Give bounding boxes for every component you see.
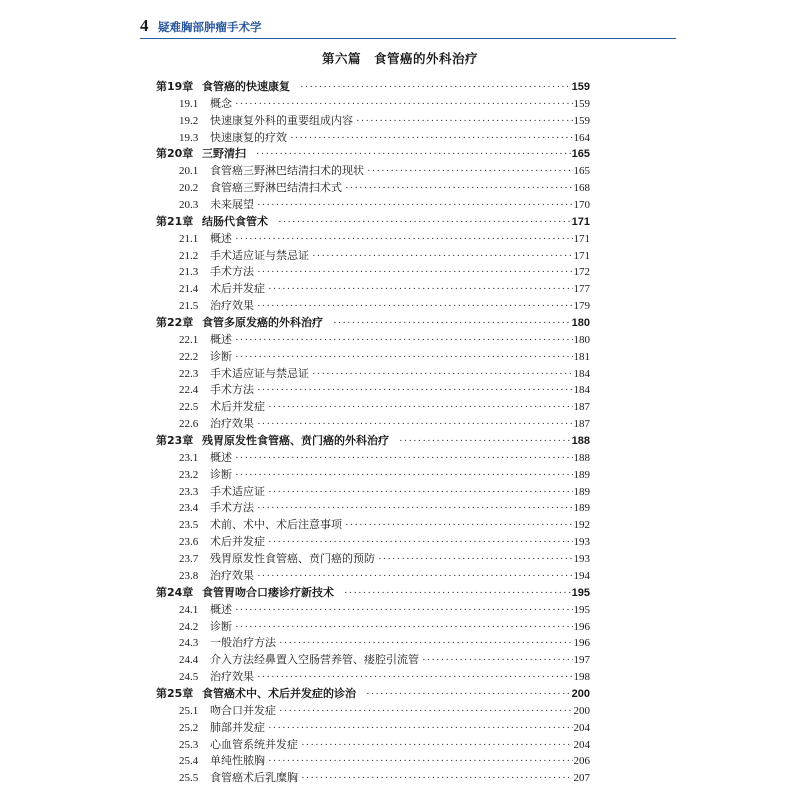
toc-entry-title: 手术方法 — [210, 501, 254, 515]
toc-entry-number: 第23章 — [156, 434, 194, 448]
toc-section-row — [156, 500, 590, 517]
toc-chapter-row — [156, 433, 590, 450]
toc-section-row — [156, 467, 590, 484]
toc-entry-title: 诊断 — [210, 619, 232, 633]
toc-entry-title: 结肠代食管术 — [202, 214, 268, 228]
dot-leader — [235, 450, 573, 467]
dot-leader — [356, 113, 573, 130]
dot-leader — [399, 433, 571, 450]
dot-leader — [257, 416, 573, 433]
toc-entry-title: 治疗效果 — [210, 417, 254, 431]
toc-entry-title: 手术方法 — [210, 265, 254, 279]
toc-section-row — [156, 652, 590, 669]
toc-section-row — [156, 197, 590, 214]
dot-leader — [301, 770, 573, 787]
toc-entry-page: 168 — [573, 182, 590, 195]
toc-entry-title: 手术适应证 — [210, 484, 265, 498]
toc-entry-page: 188 — [571, 435, 590, 448]
toc-entry-title: 心血管系统并发症 — [210, 737, 298, 751]
dot-leader — [268, 484, 573, 501]
dot-leader — [312, 366, 573, 383]
toc-section-row — [156, 96, 590, 113]
dot-leader — [257, 264, 573, 281]
dot-leader — [235, 231, 573, 248]
toc-entry-page: 193 — [573, 553, 590, 566]
toc-entry-page: 200 — [571, 687, 590, 700]
toc-entry-number: 24.3 — [179, 637, 199, 650]
toc-section-row — [156, 130, 590, 147]
dot-leader — [268, 720, 573, 737]
toc-section-row — [156, 163, 590, 180]
toc-entry-title: 残胃原发性食管癌、贲门癌的外科治疗 — [202, 434, 389, 448]
dot-leader — [257, 669, 573, 686]
dot-leader — [366, 686, 571, 703]
toc-entry-number: 19.2 — [179, 114, 199, 127]
dot-leader — [257, 568, 573, 585]
toc-entry-number: 第19章 — [156, 80, 194, 93]
toc-entry-title: 三野清扫 — [202, 147, 246, 161]
toc-entry-page: 164 — [573, 131, 590, 144]
toc-section-row — [156, 264, 590, 281]
toc-entry-page: 189 — [573, 468, 590, 481]
toc-entry-page: 194 — [573, 569, 590, 582]
toc-entry-number: 22.2 — [179, 350, 199, 363]
toc-entry-page: 206 — [573, 755, 590, 768]
toc-entry-title: 未来展望 — [210, 198, 254, 212]
toc-entry-number: 21.5 — [179, 300, 199, 313]
toc-entry-number: 21.4 — [179, 283, 199, 296]
dot-leader — [257, 382, 573, 399]
toc-entry-page: 198 — [573, 671, 590, 684]
toc-entry-number: 25.3 — [179, 738, 199, 751]
toc-entry-page: 159 — [571, 81, 590, 93]
toc-section-row — [156, 770, 590, 787]
dot-leader — [278, 214, 571, 231]
toc-entry-page: 207 — [573, 772, 590, 785]
toc-entry-page: 180 — [571, 317, 590, 330]
toc-entry-page: 171 — [573, 249, 590, 262]
toc-entry-title: 一般治疗方法 — [210, 636, 276, 650]
toc-entry-number: 24.1 — [179, 603, 199, 616]
toc-entry-page: 187 — [573, 401, 590, 414]
toc-section-row — [156, 416, 590, 433]
toc-entry-page: 189 — [573, 502, 590, 515]
toc-entry-number: 24.5 — [179, 671, 199, 684]
toc-entry-page: 184 — [573, 367, 590, 380]
toc-section-row — [156, 332, 590, 349]
toc-chapter-row — [156, 79, 590, 96]
dot-leader — [257, 298, 573, 315]
toc-entry-page: 170 — [573, 199, 590, 212]
toc-entry-page: 189 — [573, 485, 590, 498]
toc-section-row — [156, 399, 590, 416]
toc-entry-title: 术后并发症 — [210, 535, 265, 549]
toc-section-row — [156, 113, 590, 130]
toc-entry-number: 19.1 — [179, 97, 199, 110]
dot-leader — [268, 534, 573, 551]
toc-entry-title: 概述 — [210, 602, 232, 616]
toc-entry-number: 22.3 — [179, 367, 199, 380]
toc-entry-page: 192 — [573, 519, 590, 532]
toc-entry-title: 手术适应证与禁忌证 — [210, 248, 309, 262]
toc-entry-title: 食管癌术后乳糜胸 — [210, 771, 298, 785]
dot-leader — [235, 332, 573, 349]
toc-entry-title: 快速康复的疗效 — [210, 130, 287, 144]
part-title: 第六篇 食管癌的外科治疗 — [321, 51, 478, 66]
toc-section-row — [156, 720, 590, 737]
toc-entry-title: 食管多原发癌的外科治疗 — [202, 316, 323, 330]
toc-entry-title: 食管癌的快速康复 — [202, 80, 290, 93]
toc-entry-page: 196 — [573, 637, 590, 650]
dot-leader — [312, 248, 573, 265]
toc-entry-page: 159 — [573, 114, 590, 127]
toc-entry-page: 181 — [573, 350, 590, 363]
toc-section-row — [156, 619, 590, 636]
toc-entry-number: 25.2 — [179, 721, 199, 734]
toc-entry-number: 24.2 — [179, 620, 199, 633]
toc-entry-page: 188 — [573, 451, 590, 464]
toc-entry-page: 200 — [573, 704, 590, 717]
toc-entry-number: 第21章 — [156, 214, 194, 228]
dot-leader — [279, 703, 573, 720]
dot-leader — [235, 602, 573, 619]
toc-entry-number: 24.4 — [179, 654, 199, 667]
toc-entry-title: 残胃原发性食管癌、贲门癌的预防 — [210, 552, 375, 566]
toc-entry-page: 184 — [573, 384, 590, 397]
toc-entry-page: 177 — [573, 283, 590, 296]
toc-section-row — [156, 703, 590, 720]
dot-leader — [235, 619, 573, 636]
toc-entry-number: 22.6 — [179, 418, 199, 431]
toc-entry-number: 22.5 — [179, 401, 199, 414]
toc-section-row — [156, 366, 590, 383]
dot-leader — [301, 737, 573, 754]
toc-section-row — [156, 635, 590, 652]
toc-section-row — [156, 737, 590, 754]
toc-entry-number: 21.3 — [179, 266, 199, 279]
toc-entry-page: 204 — [573, 721, 590, 734]
toc-section-row — [156, 669, 590, 686]
toc-entry-number: 23.4 — [179, 502, 199, 515]
toc-entry-title: 概述 — [210, 332, 232, 346]
toc-section-row — [156, 450, 590, 467]
toc-entry-number: 第24章 — [156, 585, 194, 599]
toc-entry-page: 196 — [573, 620, 590, 633]
dot-leader — [235, 467, 573, 484]
toc-entry-page: 159 — [573, 97, 590, 110]
toc-entry-title: 食管癌三野淋巴结清扫术的现状 — [210, 164, 364, 178]
toc-entry-number: 20.2 — [179, 182, 199, 195]
toc-entry-title: 食管胃吻合口瘘诊疗新技术 — [202, 585, 334, 599]
toc-entry-page: 187 — [573, 418, 590, 431]
toc-section-row — [156, 248, 590, 265]
toc-chapter-row — [156, 585, 590, 602]
toc-section-row — [156, 281, 590, 298]
toc-chapter-row — [156, 686, 590, 703]
toc-entry-number: 25.5 — [179, 772, 199, 785]
toc-entry-number: 21.1 — [179, 232, 199, 245]
toc-entry-number: 23.1 — [179, 451, 199, 464]
toc-entry-number: 20.3 — [179, 199, 199, 212]
toc-section-row — [156, 298, 590, 315]
dot-leader — [422, 652, 573, 669]
toc-entry-number: 23.2 — [179, 468, 199, 481]
dot-leader — [300, 79, 571, 96]
toc-section-row — [156, 551, 590, 568]
dot-leader — [333, 315, 571, 332]
toc-entry-number: 22.4 — [179, 384, 199, 397]
toc-section-row — [156, 180, 590, 197]
toc-entry-title: 概述 — [210, 450, 232, 464]
toc-entry-number: 20.1 — [179, 165, 199, 178]
toc-entry-page: 195 — [573, 603, 590, 616]
toc-entry-title: 术后并发症 — [210, 282, 265, 296]
toc-entry-title: 治疗效果 — [210, 299, 254, 313]
toc-entry-title: 术后并发症 — [210, 400, 265, 414]
dot-leader — [268, 753, 573, 770]
toc-section-row — [156, 349, 590, 366]
table-of-contents — [156, 79, 590, 787]
toc-entry-title: 诊断 — [210, 349, 232, 363]
toc-entry-page: 171 — [571, 215, 590, 228]
toc-entry-title: 食管癌术中、术后并发症的诊治 — [202, 686, 356, 700]
toc-entry-page: 179 — [573, 300, 590, 313]
toc-entry-title: 诊断 — [210, 467, 232, 481]
dot-leader — [268, 399, 573, 416]
dot-leader — [367, 163, 573, 180]
toc-entry-title: 手术方法 — [210, 383, 254, 397]
toc-section-row — [156, 534, 590, 551]
toc-entry-number: 第22章 — [156, 316, 194, 330]
toc-entry-title: 术前、术中、术后注意事项 — [210, 518, 342, 532]
dot-leader — [290, 130, 573, 147]
toc-entry-title: 手术适应证与禁忌证 — [210, 366, 309, 380]
toc-section-row — [156, 753, 590, 770]
toc-entry-title: 肺部并发症 — [210, 720, 265, 734]
toc-entry-title: 食管癌三野淋巴结清扫术式 — [210, 181, 342, 195]
toc-entry-number: 第25章 — [156, 686, 194, 700]
toc-entry-title: 快速康复外科的重要组成内容 — [210, 113, 353, 127]
toc-entry-number: 21.2 — [179, 249, 199, 262]
toc-entry-page: 165 — [573, 165, 590, 178]
dot-leader — [345, 517, 573, 534]
toc-entry-title: 概述 — [210, 231, 232, 245]
page-header — [140, 16, 676, 39]
dot-leader — [235, 96, 573, 113]
page-number: 4 — [140, 16, 149, 35]
toc-entry-page: 197 — [573, 654, 590, 667]
toc-entry-title: 治疗效果 — [210, 670, 254, 684]
toc-entry-number: 23.8 — [179, 569, 199, 582]
toc-entry-number: 25.1 — [179, 704, 199, 717]
dot-leader — [344, 585, 571, 602]
dot-leader — [268, 281, 573, 298]
dot-leader — [279, 635, 573, 652]
toc-chapter-row — [156, 146, 590, 163]
toc-section-row — [156, 382, 590, 399]
dot-leader — [345, 180, 573, 197]
toc-entry-page: 180 — [573, 333, 590, 346]
toc-section-row — [156, 602, 590, 619]
toc-entry-title: 吻合口并发症 — [210, 703, 276, 717]
toc-chapter-row — [156, 315, 590, 332]
toc-entry-title: 概念 — [210, 96, 232, 110]
toc-entry-title: 介入方法经鼻置入空肠营养管、瘘腔引流管 — [210, 653, 419, 667]
toc-entry-number: 第20章 — [156, 147, 194, 161]
toc-entry-title: 单纯性脓胸 — [210, 754, 265, 768]
toc-entry-page: 172 — [573, 266, 590, 279]
dot-leader — [235, 349, 573, 366]
toc-section-row — [156, 568, 590, 585]
dot-leader — [257, 197, 573, 214]
toc-entry-page: 165 — [571, 148, 590, 161]
dot-leader — [257, 500, 573, 517]
toc-entry-page: 193 — [573, 536, 590, 549]
dot-leader — [256, 146, 571, 163]
toc-entry-number: 23.7 — [179, 553, 199, 566]
toc-entry-number: 22.1 — [179, 333, 199, 346]
toc-entry-number: 23.3 — [179, 485, 199, 498]
dot-leader — [378, 551, 573, 568]
toc-entry-number: 23.5 — [179, 519, 199, 532]
toc-entry-number: 23.6 — [179, 536, 199, 549]
toc-section-row — [156, 231, 590, 248]
toc-section-row — [156, 517, 590, 534]
book-title: 疑难胸部肿瘤手术学 — [158, 20, 262, 34]
toc-entry-title: 治疗效果 — [210, 568, 254, 582]
toc-entry-page: 204 — [573, 738, 590, 751]
toc-chapter-row — [156, 214, 590, 231]
toc-entry-number: 25.4 — [179, 755, 199, 768]
toc-section-row — [156, 484, 590, 501]
toc-entry-page: 195 — [571, 586, 590, 599]
toc-entry-number: 19.3 — [179, 131, 199, 144]
toc-entry-page: 171 — [573, 232, 590, 245]
